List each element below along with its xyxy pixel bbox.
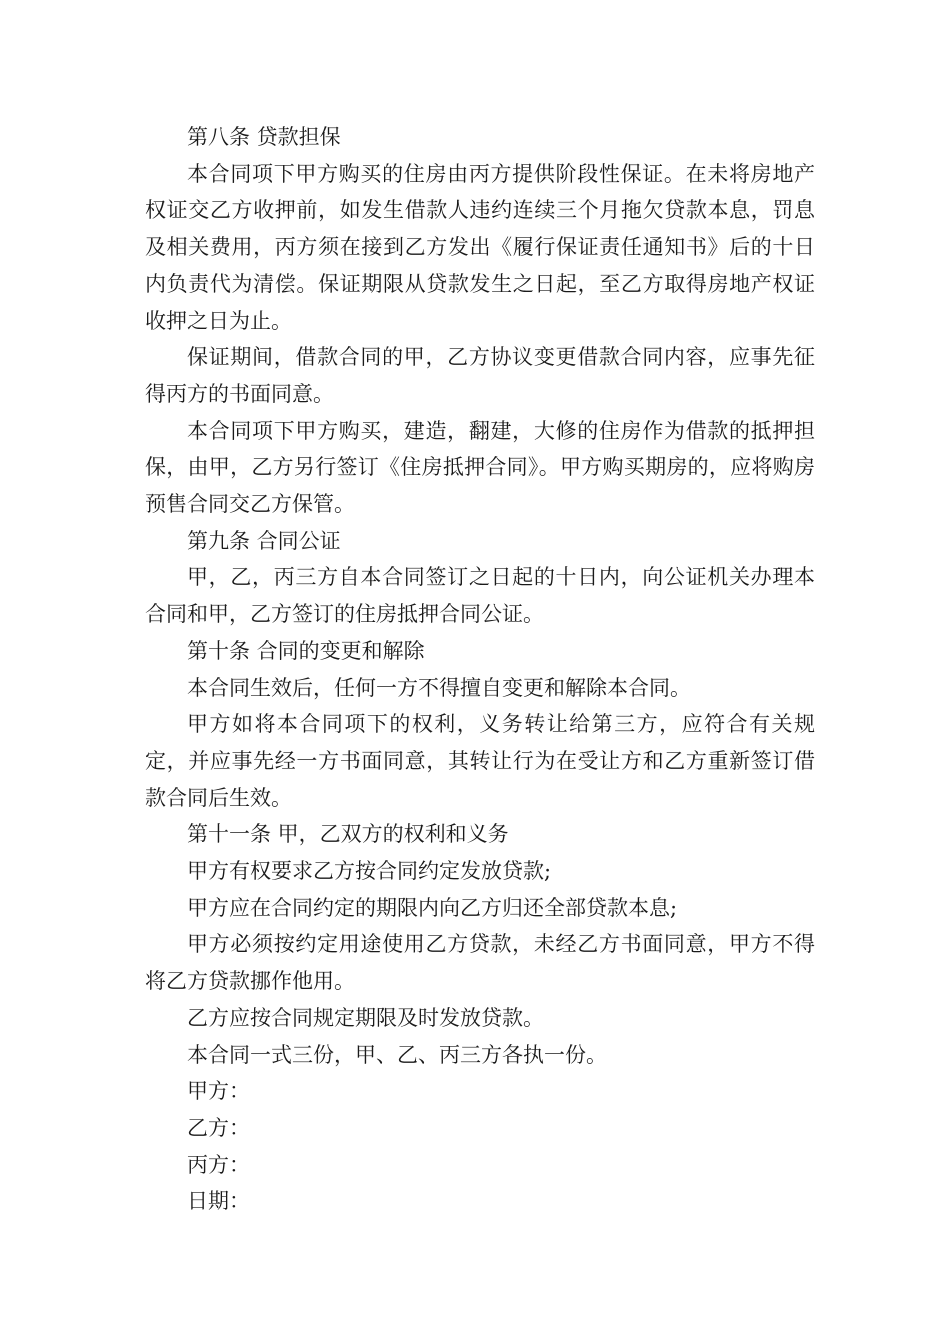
article-8-paragraph-1: 本合同项下甲方购买的住房由丙方提供阶段性保证。在未将房地产权证交乙方收押前，如发生借款人违约连续三个月拖欠贷款本息，罚息及相关费用，丙方须在接到乙方发出《履行保证责任通知书》后的十日内负责代为清偿。保证期限从贷款发生之日起，至乙方取得房地产权证收押之日为止。 — [145, 161, 815, 333]
article-8-heading: 第八条 贷款担保 — [187, 125, 341, 149]
article-9-paragraph-1: 甲，乙，丙三方自本合同签订之日起的十日内，向公证机关办理本合同和甲，乙方签订的住房抵押合同公证。 — [145, 565, 815, 627]
article-9-heading: 第九条 合同公证 — [187, 528, 341, 553]
article-11-item-2: 甲方应在合同约定的期限内向乙方归还全部贷款本息; — [187, 895, 678, 920]
signature-party-b: 乙方： — [187, 1115, 250, 1140]
article-11-item-1: 甲方有权要求乙方按合同约定发放贷款; — [187, 859, 552, 884]
article-10-paragraph-2: 甲方如将本合同项下的权利，义务转让给第三方，应符合有关规定，并应事先经一方书面同意，其转让行为在受让方和乙方重新签订借款合同后生效。 — [145, 712, 815, 810]
article-10-paragraph-1: 本合同生效后，任何一方不得擅自变更和解除本合同。 — [187, 675, 691, 700]
signature-date: 日期： — [187, 1189, 250, 1214]
signature-party-a: 甲方： — [187, 1079, 250, 1104]
signature-party-c: 丙方： — [187, 1152, 250, 1177]
article-8-paragraph-3: 本合同项下甲方购买，建造，翻建，大修的住房作为借款的抵押担保，由甲，乙方另行签订《住房抵押合同》。甲方购买期房的，应将购房预售合同交乙方保管。 — [145, 418, 815, 517]
article-11-item-3: 甲方必须按约定用途使用乙方贷款，未经乙方书面同意，甲方不得将乙方贷款挪作他用。 — [145, 932, 815, 994]
article-11-item-4: 乙方应按合同规定期限及时发放贷款。 — [187, 1005, 544, 1030]
document-body — [145, 119, 815, 1220]
article-8-paragraph-2: 保证期间，借款合同的甲，乙方协议变更借款合同内容，应事先征得丙方的书面同意。 — [145, 345, 815, 406]
article-11-heading: 第十一条 甲，乙双方的权利和义务 — [187, 822, 509, 847]
article-10-heading: 第十条 合同的变更和解除 — [187, 638, 425, 663]
copies-statement: 本合同一式三份，甲、乙、丙三方各执一份。 — [187, 1042, 607, 1067]
